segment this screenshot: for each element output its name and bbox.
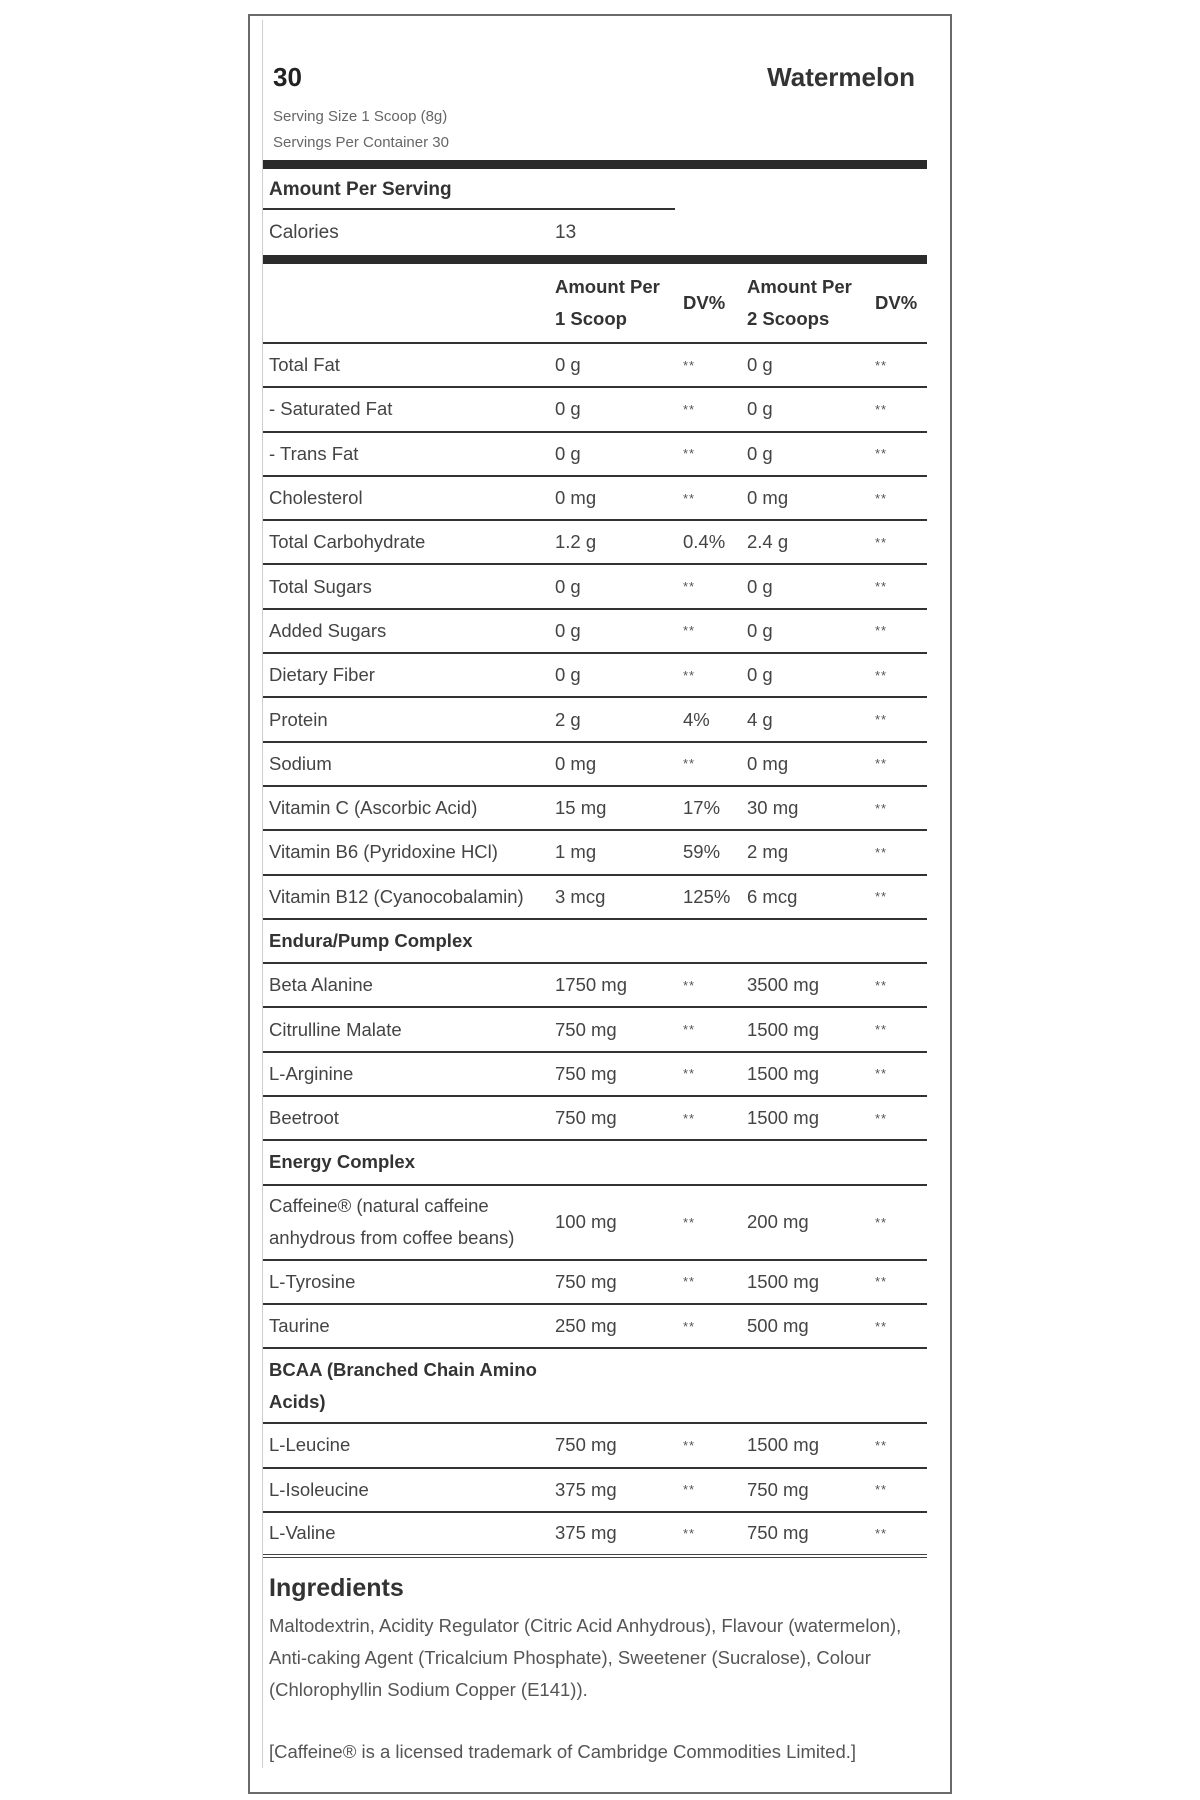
ingredients-section [263, 1558, 927, 1768]
nutrient-row [263, 432, 927, 476]
dv-1-scoop: ** [683, 609, 747, 653]
amount-2-scoops: 750 mg [747, 1512, 875, 1556]
amount-2-scoops [747, 919, 875, 963]
dv-1-scoop: ** [683, 1423, 747, 1467]
dv-1-scoop: ** [683, 1260, 747, 1304]
amount-1-scoop: 0 g [555, 343, 683, 387]
nutrient-row [263, 609, 927, 653]
amount-1-scoop: 375 mg [555, 1468, 683, 1512]
nutrient-row [263, 1096, 927, 1140]
nutrient-row [263, 1052, 927, 1096]
nutrient-row [263, 1468, 927, 1512]
section-row [263, 1348, 927, 1423]
amount-2-scoops: 0 mg [747, 742, 875, 786]
amount-1-scoop: 0 g [555, 432, 683, 476]
amount-2-scoops: 0 g [747, 609, 875, 653]
dv-2-scoops: ** [875, 343, 927, 387]
column-header-row [263, 264, 927, 343]
nutrient-name: Beetroot [263, 1096, 555, 1140]
servings-per-container: Servings Per Container 30 [273, 134, 449, 151]
column-header-1-scoop-line1: Amount Per [555, 276, 660, 297]
nutrient-name: L-Valine [263, 1512, 555, 1556]
nutrient-name: BCAA (Branched Chain Amino Acids) [263, 1348, 555, 1423]
dv-2-scoops [875, 1348, 927, 1423]
amount-2-scoops: 0 g [747, 653, 875, 697]
nutrient-name: Sodium [263, 742, 555, 786]
amount-2-scoops: 1500 mg [747, 1260, 875, 1304]
amount-2-scoops: 2.4 g [747, 520, 875, 564]
dv-1-scoop: ** [683, 1096, 747, 1140]
nutrient-row [263, 1007, 927, 1051]
dv-2-scoops: ** [875, 609, 927, 653]
dv-1-scoop: 125% [683, 875, 747, 919]
dv-1-scoop: ** [683, 343, 747, 387]
nutrient-name: Vitamin B12 (Cyanocobalamin) [263, 875, 555, 919]
amount-2-scoops: 1500 mg [747, 1007, 875, 1051]
column-header-dv-1: DV% [683, 264, 747, 343]
nutrient-row [263, 343, 927, 387]
flavour-name: Watermelon [767, 62, 915, 92]
dv-2-scoops: ** [875, 697, 927, 741]
dv-1-scoop: ** [683, 432, 747, 476]
ingredients-text: Maltodextrin, Acidity Regulator (Citric Acid Anhydrous), Flavour (watermelon), Anti-caking Agent (Tricalcium Phosphate), Sweetener (Sucralose), Colour (Chlorophyllin Sodium Copper (E141)). [269, 1615, 902, 1701]
nutrient-name: L-Leucine [263, 1423, 555, 1467]
dv-2-scoops: ** [875, 1007, 927, 1051]
serving-size: Serving Size 1 Scoop (8g) [273, 108, 448, 125]
dv-2-scoops: ** [875, 1468, 927, 1512]
nutrient-name: Total Fat [263, 343, 555, 387]
nutrient-row [263, 476, 927, 520]
dv-2-scoops: ** [875, 432, 927, 476]
dv-1-scoop: 4% [683, 697, 747, 741]
amount-1-scoop: 1750 mg [555, 963, 683, 1007]
amount-1-scoop: 750 mg [555, 1260, 683, 1304]
amount-2-scoops: 4 g [747, 697, 875, 741]
calories-value: 13 [555, 222, 577, 243]
dv-1-scoop [683, 919, 747, 963]
dv-1-scoop: ** [683, 1052, 747, 1096]
nutrient-row [263, 875, 927, 919]
amount-2-scoops: 0 g [747, 343, 875, 387]
dv-2-scoops: ** [875, 1260, 927, 1304]
nutrient-name: Energy Complex [263, 1140, 555, 1184]
dv-1-scoop: ** [683, 1512, 747, 1556]
dv-2-scoops: ** [875, 1185, 927, 1260]
amount-2-scoops: 1500 mg [747, 1052, 875, 1096]
amount-1-scoop: 750 mg [555, 1007, 683, 1051]
dv-2-scoops: ** [875, 653, 927, 697]
nutrition-label [248, 14, 952, 1794]
amount-1-scoop: 0 g [555, 609, 683, 653]
dv-1-scoop: ** [683, 1185, 747, 1260]
nutrient-name: Protein [263, 697, 555, 741]
nutrient-table [263, 264, 927, 1558]
dv-1-scoop [683, 1348, 747, 1423]
dv-2-scoops: ** [875, 1423, 927, 1467]
dv-1-scoop: 59% [683, 830, 747, 874]
amount-2-scoops [747, 1348, 875, 1423]
column-header-1-scoop [555, 264, 683, 343]
nutrient-name: Cholesterol [263, 476, 555, 520]
dv-1-scoop: ** [683, 564, 747, 608]
dv-2-scoops: ** [875, 1512, 927, 1556]
amount-2-scoops: 0 mg [747, 476, 875, 520]
dv-2-scoops: ** [875, 875, 927, 919]
nutrient-name: - Trans Fat [263, 432, 555, 476]
label-header [263, 20, 927, 160]
nutrient-row [263, 387, 927, 431]
amount-1-scoop: 0 g [555, 653, 683, 697]
amount-1-scoop: 0 g [555, 564, 683, 608]
amount-2-scoops: 1500 mg [747, 1096, 875, 1140]
nutrient-name: Vitamin B6 (Pyridoxine HCl) [263, 830, 555, 874]
amount-1-scoop: 750 mg [555, 1052, 683, 1096]
nutrient-row [263, 564, 927, 608]
nutrient-name: Added Sugars [263, 609, 555, 653]
amount-2-scoops [747, 1140, 875, 1184]
amount-2-scoops: 1500 mg [747, 1423, 875, 1467]
dv-1-scoop: 0.4% [683, 520, 747, 564]
nutrient-name: Caffeine® (natural caffeine anhydrous from coffee beans) [263, 1185, 555, 1260]
amount-1-scoop: 2 g [555, 697, 683, 741]
amount-2-scoops: 500 mg [747, 1304, 875, 1348]
dv-2-scoops [875, 919, 927, 963]
amount-per-serving-heading: Amount Per Serving [263, 169, 675, 210]
nutrient-row [263, 742, 927, 786]
amount-1-scoop: 750 mg [555, 1423, 683, 1467]
calories-label: Calories [269, 222, 339, 243]
dv-2-scoops: ** [875, 387, 927, 431]
label-content [262, 20, 927, 1768]
thick-divider [263, 160, 927, 169]
amount-2-scoops: 0 g [747, 387, 875, 431]
thick-divider [263, 255, 927, 264]
dv-1-scoop: ** [683, 742, 747, 786]
dv-2-scoops: ** [875, 742, 927, 786]
nutrient-row [263, 786, 927, 830]
amount-1-scoop: 15 mg [555, 786, 683, 830]
amount-2-scoops: 750 mg [747, 1468, 875, 1512]
amount-2-scoops: 0 g [747, 564, 875, 608]
nutrient-row [263, 830, 927, 874]
nutrient-row [263, 653, 927, 697]
dv-1-scoop: ** [683, 1468, 747, 1512]
amount-1-scoop: 750 mg [555, 1096, 683, 1140]
section-row [263, 919, 927, 963]
nutrient-name: Total Sugars [263, 564, 555, 608]
nutrient-row [263, 1304, 927, 1348]
nutrient-name: Vitamin C (Ascorbic Acid) [263, 786, 555, 830]
amount-1-scoop: 250 mg [555, 1304, 683, 1348]
dv-2-scoops: ** [875, 786, 927, 830]
dv-2-scoops: ** [875, 520, 927, 564]
amount-1-scoop: 0 mg [555, 742, 683, 786]
amount-2-scoops: 2 mg [747, 830, 875, 874]
amount-1-scoop: 3 mcg [555, 875, 683, 919]
column-header-2-scoops [747, 264, 875, 343]
nutrient-row [263, 1185, 927, 1260]
nutrient-row [263, 1512, 927, 1556]
nutrient-row [263, 963, 927, 1007]
nutrient-name: Endura/Pump Complex [263, 919, 555, 963]
nutrient-name: Total Carbohydrate [263, 520, 555, 564]
nutrient-name: L-Arginine [263, 1052, 555, 1096]
amount-1-scoop: 375 mg [555, 1512, 683, 1556]
dv-1-scoop: ** [683, 963, 747, 1007]
column-header-2-scoops-line2: 2 Scoops [747, 308, 830, 329]
dv-2-scoops: ** [875, 1052, 927, 1096]
amount-2-scoops: 3500 mg [747, 963, 875, 1007]
column-header-dv-2: DV% [875, 264, 927, 343]
dv-1-scoop: ** [683, 1304, 747, 1348]
amount-1-scoop [555, 1140, 683, 1184]
nutrient-row [263, 1260, 927, 1304]
serving-count: 30 [273, 62, 302, 92]
column-header-1-scoop-line2: 1 Scoop [555, 308, 627, 329]
nutrient-name: L-Isoleucine [263, 1468, 555, 1512]
nutrient-name: L-Tyrosine [263, 1260, 555, 1304]
amount-1-scoop: 1 mg [555, 830, 683, 874]
column-header-blank [263, 264, 555, 343]
dv-2-scoops: ** [875, 564, 927, 608]
dv-1-scoop: ** [683, 1007, 747, 1051]
dv-1-scoop: ** [683, 653, 747, 697]
section-row [263, 1140, 927, 1184]
nutrient-name: Citrulline Malate [263, 1007, 555, 1051]
amount-2-scoops: 30 mg [747, 786, 875, 830]
nutrient-name: - Saturated Fat [263, 387, 555, 431]
amount-2-scoops: 0 g [747, 432, 875, 476]
amount-1-scoop: 0 mg [555, 476, 683, 520]
dv-2-scoops: ** [875, 1096, 927, 1140]
dv-2-scoops: ** [875, 963, 927, 1007]
dv-1-scoop: 17% [683, 786, 747, 830]
amount-2-scoops: 6 mcg [747, 875, 875, 919]
amount-2-scoops: 200 mg [747, 1185, 875, 1260]
trademark-note: [Caffeine® is a licensed trademark of Cambridge Commodities Limited.] [269, 1741, 857, 1763]
amount-1-scoop [555, 1348, 683, 1423]
dv-2-scoops: ** [875, 476, 927, 520]
nutrient-name: Beta Alanine [263, 963, 555, 1007]
nutrient-row [263, 697, 927, 741]
nutrient-name: Dietary Fiber [263, 653, 555, 697]
nutrient-row [263, 1423, 927, 1467]
column-header-2-scoops-line1: Amount Per [747, 276, 852, 297]
amount-1-scoop: 1.2 g [555, 520, 683, 564]
dv-2-scoops: ** [875, 830, 927, 874]
amount-1-scoop: 0 g [555, 387, 683, 431]
dv-1-scoop: ** [683, 476, 747, 520]
dv-1-scoop [683, 1140, 747, 1184]
amount-1-scoop [555, 919, 683, 963]
amount-1-scoop: 100 mg [555, 1185, 683, 1260]
nutrient-row [263, 520, 927, 564]
ingredients-title: Ingredients [269, 1574, 404, 1603]
dv-2-scoops [875, 1140, 927, 1184]
dv-1-scoop: ** [683, 387, 747, 431]
dv-2-scoops: ** [875, 1304, 927, 1348]
calories-row [263, 210, 927, 255]
nutrient-name: Taurine [263, 1304, 555, 1348]
